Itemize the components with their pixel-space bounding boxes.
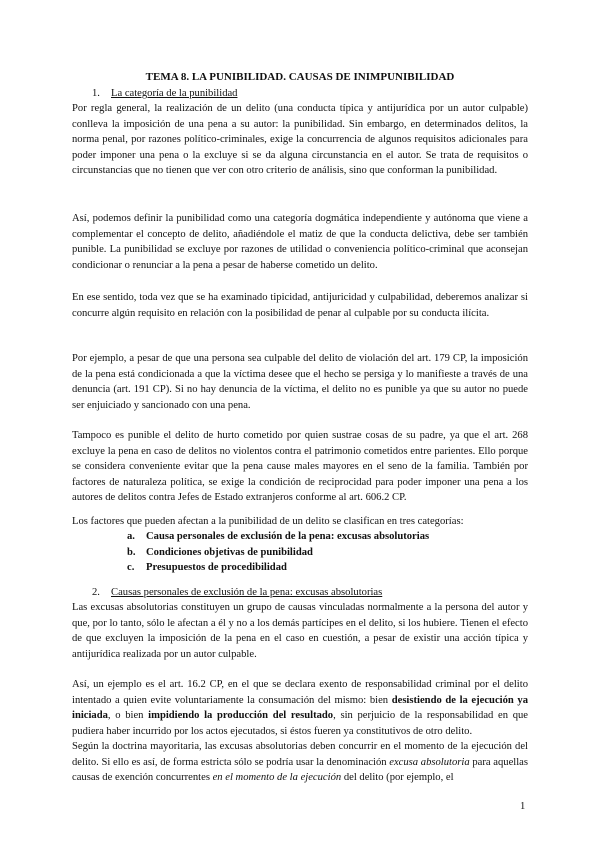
section-1-title: La categoría de la punibilidad [111, 88, 238, 99]
section-2-heading [92, 585, 382, 601]
list-item: b. Condiciones objetivas de punibilidad [127, 546, 313, 558]
impedimento-emphasis: impidiendo la producción del resultado [148, 710, 334, 722]
momento-ejecucion-term: en el momento de la ejecución [212, 772, 342, 784]
section-2-paragraph-1: Las excusas absolutorias constituyen un grupo de causas vinculadas normalmente a la persona del autor y que, por lo tanto, sólo le afectan a él y no a los demás partícipes en el delito, si los hubiere. Tienen el efecto de que excluyen la imposición de la pena en el caso en cuestión, a pesar de existir una acción típica y antijurídica realizada por un autor culpable. [72, 602, 528, 660]
section-2-title: Causas personales de exclusión de la pena: excusas absolutorias [111, 587, 383, 598]
section-1-number: 1. [92, 88, 100, 99]
punibilidad-categories-list [127, 529, 429, 576]
section-2-number: 2. [92, 587, 100, 598]
section-1-paragraph-5: Tampoco es punible el delito de hurto cometido por quien sustrae cosas de su padre, ya que el art. 268 excluye la pena en caso de delitos no violentos contra el patrimonio cometidos entre parientes. Ello porque se considera conveniente evitar que la pena cause males mayores en el seno de la familia. También por factores de naturaleza política, se exige la condición de reciprocidad para poder imponer una pena a los autores de delitos contra Jefes de Estado extranjeros conforme al art. 606.2 CP. [72, 430, 528, 504]
section-2-paragraph-3: Según la doctrina mayoritaria, las excusas absolutorias deben concurrir en el momento de la ejecución del delito. Si ello es así, de forma estricta sólo se podría usar la denominación excusa absolutoria para aquellas causas de exención concurrentes en el momento de la ejecución del delito (por ejemplo, el [72, 741, 528, 784]
section-1-paragraph-2: Así, podemos definir la punibilidad como una categoría dogmática independiente y autónoma que viene a complementar el concepto de delito, añadiéndole el matiz de que la conducta delictiva, debe ser también punible. La punibilidad se excluye por razones de utilidad o conveniencia político-criminal que aconsejan condicionar o renunciar a la pena a pesar de haberse cometido un delito. [72, 213, 528, 271]
list-item: c. Presupuestos de procedibilidad [127, 562, 287, 574]
page-number: 1 [520, 801, 526, 812]
list-item: a. Causa personales de exclusión de la pena: excusas absolutorias [127, 531, 430, 542]
document-title: TEMA 8. LA PUNIBILIDAD. CAUSAS DE INIMPUNIBILIDAD [145, 71, 455, 83]
section-1-paragraph-1: Por regla general, la realización de un delito (una conducta típica y antijurídica por un autor culpable) conlleva la imposición de una pena a su autor: la punibilidad. Sin embargo, en determinados delitos, la norma penal, por razones político-criminales, exige la concurrencia de algunos requisitos adicionales para poder imponer una pena o la excluye si se da alguna circunstancia en el autor. Se trata de requisitos o circunstancias que no tienen que ver con otro criterio de análisis, sino que conforman la punibilidad. [72, 103, 528, 177]
section-1-paragraph-4: Por ejemplo, a pesar de que una persona sea culpable del delito de violación del art. 179 CP, la imposición de la pena está condicionada a que la víctima desee que el hecho se persiga y lo manifieste a través de una denuncia (art. 191 CP). Si no hay denuncia de la víctima, el delito no es punible ya que su autor no puede ser enjuiciado y sancionado con una pena. [72, 353, 528, 411]
section-1-heading [92, 86, 237, 102]
desistimiento-emphasis: desistiendo de la ejecución ya iniciada [72, 694, 528, 722]
section-1-paragraph-6: Los factores que pueden afectan a la punibilidad de un delito se clasifican en tres categorías: [72, 516, 464, 527]
section-2-paragraph-2: Así, un ejemplo es el art. 16.2 CP, en el que se declara exento de responsabilidad criminal por el delito intentado a quien evite voluntariamente la consumación del mismo: bien desistiendo de la ejecución ya iniciada, o bien impidiendo la producción del resultado, sin perjuicio de la responsabilidad en que pudiera haber incurrido por los actos ejecutados, si éstos fueren ya constitutivos de otro delito. [72, 679, 528, 737]
excusa-absolutoria-term: excusa absolutoria [389, 756, 470, 768]
section-1-paragraph-3: En ese sentido, toda vez que se ha examinado tipicidad, antijuricidad y culpabilidad, deberemos analizar si concurre algún requisito en relación con la posibilidad de penar al culpable por su conducta ilícita. [72, 292, 528, 319]
